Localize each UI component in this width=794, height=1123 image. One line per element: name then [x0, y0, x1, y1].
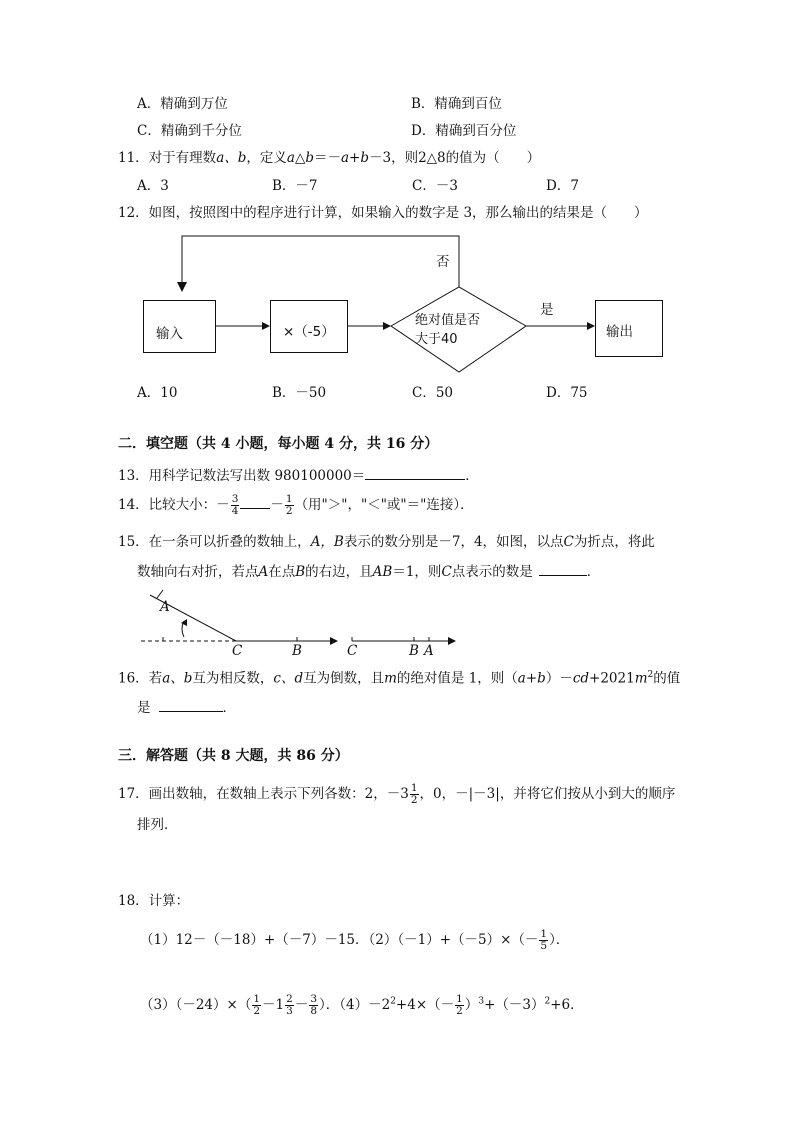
q18-parts-1-2: （1）12－（－18）+（－7）－15．（2）（－1）+（－5）×（－ $\frac{1}{5}$ ）． [140, 928, 570, 953]
q15-answer-blank[interactable] [539, 563, 587, 576]
q15-figure [0, 585, 794, 665]
q16-line2: 是 ． [137, 700, 236, 716]
flow-decision-line2: 大于40 [415, 332, 458, 347]
q16-answer-blank[interactable] [159, 699, 223, 712]
q10-option-a: A．精确到万位 [137, 96, 228, 112]
q12-option-c: C．50 [412, 385, 454, 401]
flow-multiply-box [270, 300, 348, 353]
q15-fig2-label-A: A [424, 643, 434, 659]
q10-option-c: C．精确到千分位 [137, 123, 242, 139]
flow-output-box [595, 300, 663, 357]
q12-flowchart [0, 0, 794, 420]
flow-no-label: 否 [436, 254, 450, 270]
q11-option-a: A．3 [137, 178, 169, 194]
q12-option-d: D．75 [546, 385, 588, 401]
q12-stem: 12．如图，按照图中的程序进行计算，如果输入的数字是 3，那么输出的结果是（ ） [118, 205, 648, 221]
flow-input-box [143, 300, 216, 353]
q15-fig-label-B: B [292, 643, 302, 659]
q14-stem: 14．比较大小：－ $\frac{3}{4}$ － $\frac{1}{2}$ （用"＞"，"＜"或"＝"连接）． [118, 493, 474, 518]
q11-option-d: D．7 [546, 178, 579, 194]
q17-line2: 排列． [137, 817, 178, 833]
q15-fig2-label-C: C [347, 643, 358, 659]
q16-line1: 16．若a、b互为相反数，c、d互为倒数，且m的绝对值是 1，则$(a+b)-cd+2021m^2$的值 [118, 670, 681, 687]
q12-option-b: B．－50 [272, 385, 327, 401]
q14-answer-blank[interactable] [240, 496, 270, 509]
q17-line1: 17．画出数轴，在数轴上表示下列各数：2，－3 $\frac{1}{2}$ ，0，－|－3|，并将它们按从小到大的顺序 [118, 782, 676, 807]
q15-line1: 15．在一条可以折叠的数轴上，A，B表示的数分别是－7，4，如图，以点C为折点，将此 [118, 534, 655, 550]
q10-option-d: D．精确到百分位 [411, 123, 517, 139]
q13-stem: 13．用科学记数法写出数 980100000＝ ． [118, 468, 479, 484]
flow-yes-label: 是 [540, 302, 554, 318]
flow-input-label: 输入 [156, 326, 183, 342]
q11-option-b: B．－7 [272, 178, 318, 194]
q18-parts-3-4: （3）（－24）×（ $\frac{1}{2}$ －1 $\frac{2}{3}$ － $\frac{3}{8}$ ）．$(4)-2^2+4\times(-$ $\frac{1}{2}$ ）$^3+(-3)^2+6$． [140, 993, 584, 1018]
q12-option-a: A．10 [137, 385, 178, 401]
q11-option-c: C．－3 [412, 178, 458, 194]
q15-fig-label-C: C [232, 643, 243, 659]
section2-title: 二．填空题（共 4 小题，每小题 4 分，共 16 分） [118, 436, 439, 452]
q18-title: 18．计算： [118, 893, 190, 909]
q11-stem: 11．对于有理数a、b，定义a△b＝－a+b－3，则2△8的值为（ ） [118, 150, 541, 166]
flow-decision-line1: 绝对值是否 [415, 313, 481, 328]
q15-fig-label-A: A [160, 599, 170, 615]
flow-multiply-label: ×（-5） [283, 324, 335, 340]
q15-fig2-label-B: B [409, 643, 419, 659]
flow-output-label: 输出 [606, 324, 633, 340]
section3-title: 三．解答题（共 8 大题，共 86 分） [118, 748, 349, 764]
q15-line2: 数轴向右对折，若点A在点B的右边，且AB＝1，则C点表示的数是 ． [137, 564, 601, 580]
q13-answer-blank[interactable] [365, 467, 465, 480]
q10-option-b: B．精确到百位 [411, 96, 502, 112]
